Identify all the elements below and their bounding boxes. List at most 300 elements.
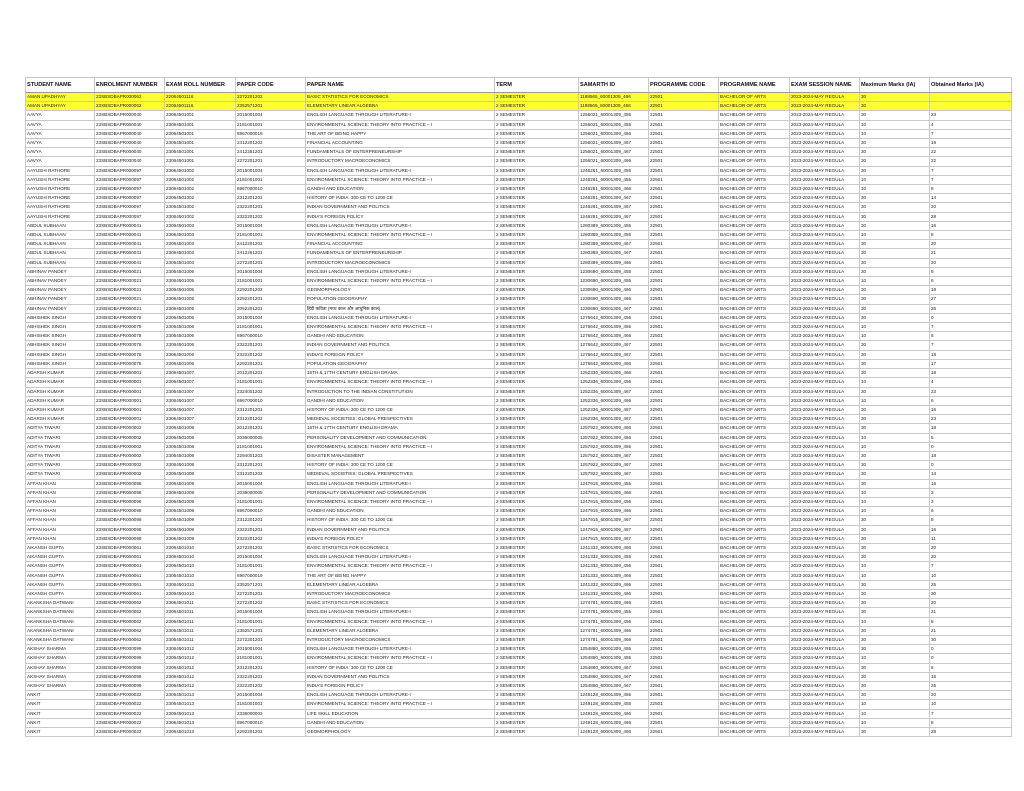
student-name-cell: ADITYA TIWARI <box>26 442 95 451</box>
maximum-marks-cell: 30 <box>860 645 930 654</box>
programme-code-cell: 22501 <box>649 286 719 295</box>
student-name-cell: ADITYA TIWARI <box>26 461 95 470</box>
programme-name-cell: BACHELOR OF ARTS <box>719 139 790 148</box>
programme-name-cell: BACHELOR OF ARTS <box>719 295 790 304</box>
samarth-id-cell: 1246261_60001309_455 <box>579 175 649 184</box>
term-cell: 2 SEMESTER <box>495 709 579 718</box>
exam-session-name-cell: 2023-2024-MAY REGULA <box>790 359 860 368</box>
student-name-cell: AMAN UPADHYAY <box>26 102 95 111</box>
maximum-marks-cell: 30 <box>860 553 930 562</box>
table-row <box>26 553 1012 562</box>
enrolment-number-cell: 23SBSDBAPR000001 <box>95 369 165 378</box>
exam-roll-number-cell: 23064501010 <box>165 543 236 552</box>
exam-session-name-cell: 2023-2024-MAY REGULA <box>790 589 860 598</box>
exam-session-name-cell: 2023-2024-MAY REGULA <box>790 277 860 286</box>
paper-name-cell: FINANCIAL ACCOUNTING <box>306 240 495 249</box>
programme-name-cell: BACHELOR OF ARTS <box>719 626 790 635</box>
exam-roll-number-cell: 23064501008 <box>165 470 236 479</box>
paper-name-cell: BASIC STATISTICS FOR ECONOMICS <box>306 599 495 608</box>
paper-code-cell: 6967000010 <box>236 185 306 194</box>
exam-session-name-cell: 2023-2024-MAY REGULA <box>790 691 860 700</box>
maximum-marks-cell: 30 <box>860 341 930 350</box>
programme-name-cell: BACHELOR OF ARTS <box>719 415 790 424</box>
enrolment-number-cell: 23SBSDBAPR000061 <box>95 589 165 598</box>
term-cell: 2 SEMESTER <box>495 580 579 589</box>
enrolment-number-cell: 23SBSDBAPR000098 <box>95 488 165 497</box>
paper-code-cell: 2181001001 <box>236 497 306 506</box>
term-cell: 2 SEMESTER <box>495 691 579 700</box>
obtained-marks-cell: 3 <box>930 488 1012 497</box>
term-cell: 2 SEMESTER <box>495 221 579 230</box>
programme-code-cell: 22501 <box>649 682 719 691</box>
paper-name-cell: ENGLISH LANGUAGE THROUGH LITERATURE-I <box>306 553 495 562</box>
obtained-marks-cell: 16 <box>930 221 1012 230</box>
exam-roll-number-cell: 23064501008 <box>165 424 236 433</box>
paper-name-cell: INDIAN GOVERNMENT AND POLITICS <box>306 203 495 212</box>
maximum-marks-cell: 10 <box>860 442 930 451</box>
paper-name-cell: INTRODUCTION TO THE INDIAN CONSTITUTION <box>306 387 495 396</box>
table-row <box>26 470 1012 479</box>
student-name-cell: AFFAN KHAN <box>26 479 95 488</box>
term-cell: 2 SEMESTER <box>495 295 579 304</box>
samarth-id-cell: 1257922_60001309_466 <box>579 433 649 442</box>
student-name-cell: AAVYA <box>26 129 95 138</box>
maximum-marks-cell: 10 <box>860 433 930 442</box>
programme-code-cell: 22501 <box>649 277 719 286</box>
student-name-cell: AAYUSHI RATHORE <box>26 212 95 221</box>
enrolment-number-cell: 23SBSDBAPR000021 <box>95 304 165 313</box>
paper-name-cell: ENGLISH LANGUAGE THROUGH LITERATURE-I <box>306 111 495 120</box>
table-row <box>26 111 1012 120</box>
programme-code-cell: 22501 <box>649 608 719 617</box>
obtained-marks-cell: 11 <box>930 534 1012 543</box>
maximum-marks-cell: 30 <box>860 240 930 249</box>
term-cell: 2 SEMESTER <box>495 166 579 175</box>
paper-code-cell: 2412201202 <box>236 139 306 148</box>
exam-session-name-cell: 2023-2024-MAY REGULA <box>790 534 860 543</box>
exam-session-name-cell: 2023-2024-MAY REGULA <box>790 304 860 313</box>
exam-roll-number-cell: 23064501002 <box>165 212 236 221</box>
paper-name-cell: ENVIRONMENTAL SCIENCE: THEORY INTO PRACTICE – I <box>306 120 495 129</box>
maximum-marks-cell: 30 <box>860 479 930 488</box>
maximum-marks-cell: 30 <box>860 424 930 433</box>
term-cell: 2 SEMESTER <box>495 672 579 681</box>
paper-code-cell: 2272201201 <box>236 258 306 267</box>
exam-session-name-cell: 2023-2024-MAY REGULA <box>790 442 860 451</box>
student-name-cell: AIKANSH GUPTA <box>26 543 95 552</box>
obtained-marks-cell: 30 <box>930 635 1012 644</box>
table-row <box>26 442 1012 451</box>
paper-code-cell: 2181001001 <box>236 378 306 387</box>
programme-name-cell: BACHELOR OF ARTS <box>719 396 790 405</box>
obtained-marks-cell: 30 <box>930 589 1012 598</box>
programme-name-cell: BACHELOR OF ARTS <box>719 240 790 249</box>
programme-code-cell: 22501 <box>649 157 719 166</box>
enrolment-number-cell: 23SBSDBAPR000002 <box>95 470 165 479</box>
obtained-marks-cell: 18 <box>930 369 1012 378</box>
paper-code-cell: 2181001001 <box>236 617 306 626</box>
paper-code-cell: 2015001004 <box>236 553 306 562</box>
programme-name-cell: BACHELOR OF ARTS <box>719 359 790 368</box>
obtained-marks-cell: 10 <box>930 700 1012 709</box>
programme-code-cell: 22501 <box>649 691 719 700</box>
samarth-id-cell: 1276642_60001309_455 <box>579 313 649 322</box>
programme-code-cell: 22501 <box>649 718 719 727</box>
table-row <box>26 120 1012 129</box>
maximum-marks-cell: 30 <box>860 635 930 644</box>
student-name-cell: ANKIT <box>26 728 95 737</box>
samarth-id-cell: 1247915_60001309_455 <box>579 479 649 488</box>
maximum-marks-cell: 30 <box>860 194 930 203</box>
exam-roll-number-cell: 23064501006 <box>165 323 236 332</box>
enrolment-number-cell: 23SBSDBAPR000062 <box>95 626 165 635</box>
programme-code-cell: 22501 <box>649 470 719 479</box>
student-name-cell: AKANKSHA DATWANI <box>26 626 95 635</box>
exam-session-name-cell: 2023-2024-MAY REGULA <box>790 387 860 396</box>
col-header-enrolment-number: ENROLMENT NUMBER <box>95 78 165 93</box>
student-name-cell: ADARSH KUMAR <box>26 369 95 378</box>
table-row <box>26 175 1012 184</box>
paper-name-cell: FUNDAMENTALS OF ENTERPRENEURSHIP <box>306 148 495 157</box>
maximum-marks-cell: 10 <box>860 231 930 240</box>
obtained-marks-cell: 3 <box>930 497 1012 506</box>
table-row <box>26 369 1012 378</box>
exam-session-name-cell: 2023-2024-MAY REGULA <box>790 332 860 341</box>
programme-name-cell: BACHELOR OF ARTS <box>719 424 790 433</box>
exam-session-name-cell: 2023-2024-MAY REGULA <box>790 562 860 571</box>
exam-session-name-cell: 2023-2024-MAY REGULA <box>790 231 860 240</box>
samarth-id-cell: 1246261_60001309_467 <box>579 203 649 212</box>
col-header-exam-roll-number: EXAM ROLL NUMBER <box>165 78 236 93</box>
term-cell: 2 SEMESTER <box>495 461 579 470</box>
table-row <box>26 249 1012 258</box>
programme-code-cell: 22501 <box>649 534 719 543</box>
exam-session-name-cell: 2023-2024-MAY REGULA <box>790 295 860 304</box>
table-row <box>26 185 1012 194</box>
obtained-marks-cell: 23 <box>930 387 1012 396</box>
programme-code-cell: 22501 <box>649 553 719 562</box>
obtained-marks-cell: 6 <box>930 663 1012 672</box>
maximum-marks-cell: 10 <box>860 617 930 626</box>
table-row <box>26 102 1012 111</box>
samarth-id-cell: 1252336_60001309_466 <box>579 396 649 405</box>
term-cell: 2 SEMESTER <box>495 405 579 414</box>
maximum-marks-cell: 10 <box>860 332 930 341</box>
exam-roll-number-cell: 23064501009 <box>165 497 236 506</box>
table-row <box>26 635 1012 644</box>
programme-name-cell: BACHELOR OF ARTS <box>719 682 790 691</box>
programme-name-cell: BACHELOR OF ARTS <box>719 111 790 120</box>
programme-code-cell: 22501 <box>649 203 719 212</box>
obtained-marks-cell: 20 <box>930 258 1012 267</box>
paper-code-cell: 2015001004 <box>236 111 306 120</box>
exam-roll-number-cell: 23064501003 <box>165 249 236 258</box>
exam-roll-number-cell: 23064501009 <box>165 534 236 543</box>
programme-code-cell: 22501 <box>649 580 719 589</box>
samarth-id-cell: 1230690_60001309_466 <box>579 295 649 304</box>
exam-session-name-cell: 2023-2024-MAY REGULA <box>790 507 860 516</box>
obtained-marks-cell: 7 <box>930 129 1012 138</box>
paper-code-cell: 2181001001 <box>236 323 306 332</box>
paper-name-cell: INDIA'S FOREIGN POLICY <box>306 534 495 543</box>
table-row <box>26 497 1012 506</box>
obtained-marks-cell: 7 <box>930 323 1012 332</box>
paper-code-cell: 2272201202 <box>236 93 306 102</box>
term-cell: 2 SEMESTER <box>495 332 579 341</box>
exam-roll-number-cell: 23064501001 <box>165 111 236 120</box>
term-cell: 2 SEMESTER <box>495 139 579 148</box>
obtained-marks-cell: 18 <box>930 350 1012 359</box>
maximum-marks-cell: 30 <box>860 148 930 157</box>
exam-session-name-cell: 2023-2024-MAY REGULA <box>790 415 860 424</box>
exam-session-name-cell: 2023-2024-MAY REGULA <box>790 635 860 644</box>
exam-roll-number-cell: 23064501010 <box>165 580 236 589</box>
programme-code-cell: 22501 <box>649 304 719 313</box>
programme-name-cell: BACHELOR OF ARTS <box>719 341 790 350</box>
term-cell: 2 SEMESTER <box>495 488 579 497</box>
obtained-marks-cell: 8 <box>930 185 1012 194</box>
student-name-cell: ABHINAV PANDEY <box>26 295 95 304</box>
term-cell: 2 SEMESTER <box>495 728 579 737</box>
enrolment-number-cell: 23SBSDBAPR000099 <box>95 645 165 654</box>
exam-roll-number-cell: 23064501001 <box>165 129 236 138</box>
programme-code-cell: 22501 <box>649 111 719 120</box>
exam-session-name-cell: 2023-2024-MAY REGULA <box>790 700 860 709</box>
term-cell: 2 SEMESTER <box>495 617 579 626</box>
obtained-marks-cell: 18 <box>930 451 1012 460</box>
term-cell: 2 SEMESTER <box>495 185 579 194</box>
enrolment-number-cell: 23SBSDBAPR000040 <box>95 148 165 157</box>
programme-code-cell: 22501 <box>649 359 719 368</box>
samarth-id-cell: 1256021_60001309_466 <box>579 129 649 138</box>
enrolment-number-cell: 23SBSDBAPR000001 <box>95 396 165 405</box>
paper-code-cell: 2181001001 <box>236 442 306 451</box>
programme-name-cell: BACHELOR OF ARTS <box>719 461 790 470</box>
enrolment-number-cell: 23SBSDBAPR000062 <box>95 599 165 608</box>
programme-code-cell: 22501 <box>649 415 719 424</box>
table-row <box>26 194 1012 203</box>
maximum-marks-cell: 30 <box>860 267 930 276</box>
paper-name-cell: ENVIRONMENTAL SCIENCE: THEORY INTO PRACTICE – I <box>306 323 495 332</box>
samarth-id-cell: 1241332_60001309_466 <box>579 589 649 598</box>
enrolment-number-cell: 23SBSDBAPR000097 <box>95 203 165 212</box>
exam-session-name-cell: 2023-2024-MAY REGULA <box>790 599 860 608</box>
paper-name-cell: FUNDAMENTALS OF ENTERPRENEURSHIP <box>306 249 495 258</box>
exam-roll-number-cell: 23064501002 <box>165 185 236 194</box>
maximum-marks-cell: 10 <box>860 497 930 506</box>
exam-roll-number-cell: 23064501010 <box>165 562 236 571</box>
programme-code-cell: 22501 <box>649 599 719 608</box>
exam-session-name-cell: 2023-2024-MAY REGULA <box>790 608 860 617</box>
exam-roll-number-cell: 23064501009 <box>165 525 236 534</box>
paper-code-cell: 2312201201 <box>236 516 306 525</box>
paper-name-cell: 16TH & 17TH CENTURY ENGLISH DRAMA <box>306 424 495 433</box>
programme-name-cell: BACHELOR OF ARTS <box>719 221 790 230</box>
programme-name-cell: BACHELOR OF ARTS <box>719 589 790 598</box>
enrolment-number-cell: 23SBSDBAPR000022 <box>95 709 165 718</box>
table-row <box>26 313 1012 322</box>
samarth-id-cell: 1280389_60001309_455 <box>579 221 649 230</box>
programme-code-cell: 22501 <box>649 405 719 414</box>
exam-roll-number-cell: 23064501007 <box>165 415 236 424</box>
enrolment-number-cell: 23SBSDBAPR000021 <box>95 295 165 304</box>
table-row <box>26 709 1012 718</box>
enrolment-number-cell: 23SBSDBAPR000040 <box>95 120 165 129</box>
term-cell: 2 SEMESTER <box>495 350 579 359</box>
maximum-marks-cell: 10 <box>860 323 930 332</box>
term-cell: 2 SEMESTER <box>495 120 579 129</box>
exam-roll-number-cell: 23064501008 <box>165 461 236 470</box>
paper-code-cell: 2322201202 <box>236 534 306 543</box>
samarth-id-cell: 1249128_60001309_455 <box>579 700 649 709</box>
samarth-id-cell: 1274781_60001309_466 <box>579 635 649 644</box>
programme-name-cell: BACHELOR OF ARTS <box>719 691 790 700</box>
obtained-marks-cell: 26 <box>930 682 1012 691</box>
exam-roll-number-cell: 23064501002 <box>165 175 236 184</box>
obtained-marks-cell: 22 <box>930 148 1012 157</box>
enrolment-number-cell: 23SBSDBAPR000097 <box>95 166 165 175</box>
samarth-id-cell: 1247915_60001309_467 <box>579 516 649 525</box>
paper-code-cell: 2312201201 <box>236 405 306 414</box>
maximum-marks-cell: 30 <box>860 470 930 479</box>
exam-session-name-cell: 2023-2024-MAY REGULA <box>790 488 860 497</box>
exam-roll-number-cell: 23064501011 <box>165 608 236 617</box>
term-cell: 2 SEMESTER <box>495 359 579 368</box>
paper-name-cell: ENGLISH LANGUAGE THROUGH LITERATURE-I <box>306 313 495 322</box>
enrolment-number-cell: 23SBSDBAPR000001 <box>95 415 165 424</box>
programme-code-cell: 22501 <box>649 387 719 396</box>
exam-session-name-cell: 2023-2024-MAY REGULA <box>790 203 860 212</box>
obtained-marks-cell: 7 <box>930 709 1012 718</box>
programme-code-cell: 22501 <box>649 258 719 267</box>
programme-name-cell: BACHELOR OF ARTS <box>719 148 790 157</box>
programme-name-cell: BACHELOR OF ARTS <box>719 571 790 580</box>
student-name-cell: AFFAN KHAN <box>26 525 95 534</box>
programme-code-cell: 22501 <box>649 433 719 442</box>
term-cell: 2 SEMESTER <box>495 286 579 295</box>
maximum-marks-cell: 30 <box>860 580 930 589</box>
programme-code-cell: 22501 <box>649 488 719 497</box>
table-body <box>26 93 1012 737</box>
paper-name-cell: ENGLISH LANGUAGE THROUGH LITERATURE-I <box>306 267 495 276</box>
samarth-id-cell: 1247915_60001309_455 <box>579 497 649 506</box>
programme-name-cell: BACHELOR OF ARTS <box>719 663 790 672</box>
obtained-marks-cell <box>930 93 1012 102</box>
exam-roll-number-cell: 23064501012 <box>165 663 236 672</box>
programme-name-cell: BACHELOR OF ARTS <box>719 231 790 240</box>
exam-roll-number-cell: 23064501002 <box>165 203 236 212</box>
programme-code-cell: 22501 <box>649 497 719 506</box>
programme-code-cell: 22501 <box>649 378 719 387</box>
table-row <box>26 608 1012 617</box>
paper-name-cell: INDIA'S FOREIGN POLICY <box>306 212 495 221</box>
table-row <box>26 654 1012 663</box>
paper-code-cell: 2324001202 <box>236 387 306 396</box>
col-header-programme-name: PROGRAMME NAME <box>719 78 790 93</box>
obtained-marks-cell: 26 <box>930 304 1012 313</box>
exam-session-name-cell: 2023-2024-MAY REGULA <box>790 249 860 258</box>
student-name-cell: AAVYA <box>26 157 95 166</box>
paper-code-cell: 2272201201 <box>236 157 306 166</box>
exam-roll-number-cell: 23064501005 <box>165 286 236 295</box>
obtained-marks-cell: 18 <box>930 286 1012 295</box>
enrolment-number-cell: 23SBSDBAPR000040 <box>95 157 165 166</box>
paper-code-cell: 2352571201 <box>236 580 306 589</box>
maximum-marks-cell: 30 <box>860 258 930 267</box>
programme-name-cell: BACHELOR OF ARTS <box>719 672 790 681</box>
programme-code-cell: 22501 <box>649 313 719 322</box>
paper-code-cell: 2312201202 <box>236 415 306 424</box>
enrolment-number-cell: 23SBSDBAPR000062 <box>95 93 165 102</box>
obtained-marks-cell: 0 <box>930 645 1012 654</box>
enrolment-number-cell: 23SBSDBAPR000097 <box>95 212 165 221</box>
table-row <box>26 415 1012 424</box>
term-cell: 2 SEMESTER <box>495 718 579 727</box>
paper-name-cell: GEOMORPHOLOGY <box>306 286 495 295</box>
term-cell: 2 SEMESTER <box>495 415 579 424</box>
term-cell: 2 SEMESTER <box>495 249 579 258</box>
table-row <box>26 691 1012 700</box>
samarth-id-cell: 1188565_60001309_466 <box>579 102 649 111</box>
paper-name-cell: HISTORY OF INDIA: 300 CE TO 1200 CE <box>306 663 495 672</box>
student-name-cell: AAVYA <box>26 111 95 120</box>
exam-session-name-cell: 2023-2024-MAY REGULA <box>790 626 860 635</box>
obtained-marks-cell: 7 <box>930 175 1012 184</box>
programme-code-cell: 22501 <box>649 323 719 332</box>
paper-code-cell: 2292201202 <box>236 286 306 295</box>
term-cell: 2 SEMESTER <box>495 341 579 350</box>
exam-session-name-cell: 2023-2024-MAY REGULA <box>790 350 860 359</box>
paper-name-cell: ENVIRONMENTAL SCIENCE: THEORY INTO PRACTICE – I <box>306 700 495 709</box>
paper-name-cell: ENVIRONMENTAL SCIENCE: THEORY INTO PRACTICE – I <box>306 562 495 571</box>
student-name-cell: AIKANSH GUPTA <box>26 562 95 571</box>
exam-roll-number-cell: 23064501007 <box>165 378 236 387</box>
term-cell: 2 SEMESTER <box>495 396 579 405</box>
paper-name-cell: INTRODUCTORY MACROECONOMICS <box>306 258 495 267</box>
programme-code-cell: 22501 <box>649 396 719 405</box>
programme-name-cell: BACHELOR OF ARTS <box>719 599 790 608</box>
exam-session-name-cell: 2023-2024-MAY REGULA <box>790 396 860 405</box>
term-cell: 2 SEMESTER <box>495 203 579 212</box>
student-name-cell: AAVYA <box>26 148 95 157</box>
programme-name-cell: BACHELOR OF ARTS <box>719 378 790 387</box>
paper-code-cell: 2312201201 <box>236 461 306 470</box>
table-row <box>26 157 1012 166</box>
exam-session-name-cell: 2023-2024-MAY REGULA <box>790 93 860 102</box>
programme-name-cell: BACHELOR OF ARTS <box>719 313 790 322</box>
term-cell: 2 SEMESTER <box>495 175 579 184</box>
exam-session-name-cell: 2023-2024-MAY REGULA <box>790 461 860 470</box>
programme-code-cell: 22501 <box>649 461 719 470</box>
programme-name-cell: BACHELOR OF ARTS <box>719 451 790 460</box>
programme-name-cell: BACHELOR OF ARTS <box>719 405 790 414</box>
programme-code-cell: 22501 <box>649 728 719 737</box>
maximum-marks-cell: 30 <box>860 608 930 617</box>
enrolment-number-cell: 23SBSDBAPR000001 <box>95 378 165 387</box>
obtained-marks-cell: 28 <box>930 728 1012 737</box>
obtained-marks-cell: 6 <box>930 332 1012 341</box>
paper-name-cell: ENGLISH LANGUAGE THROUGH LITERATURE-I <box>306 608 495 617</box>
obtained-marks-cell: 16 <box>930 525 1012 534</box>
table-row <box>26 543 1012 552</box>
exam-roll-number-cell: 23064501012 <box>165 645 236 654</box>
term-cell: 2 SEMESTER <box>495 682 579 691</box>
maximum-marks-cell: 30 <box>860 286 930 295</box>
programme-name-cell: BACHELOR OF ARTS <box>719 369 790 378</box>
student-name-cell: ABDUL SUBHAAN <box>26 258 95 267</box>
exam-roll-number-cell: 23064501002 <box>165 194 236 203</box>
programme-name-cell: BACHELOR OF ARTS <box>719 700 790 709</box>
